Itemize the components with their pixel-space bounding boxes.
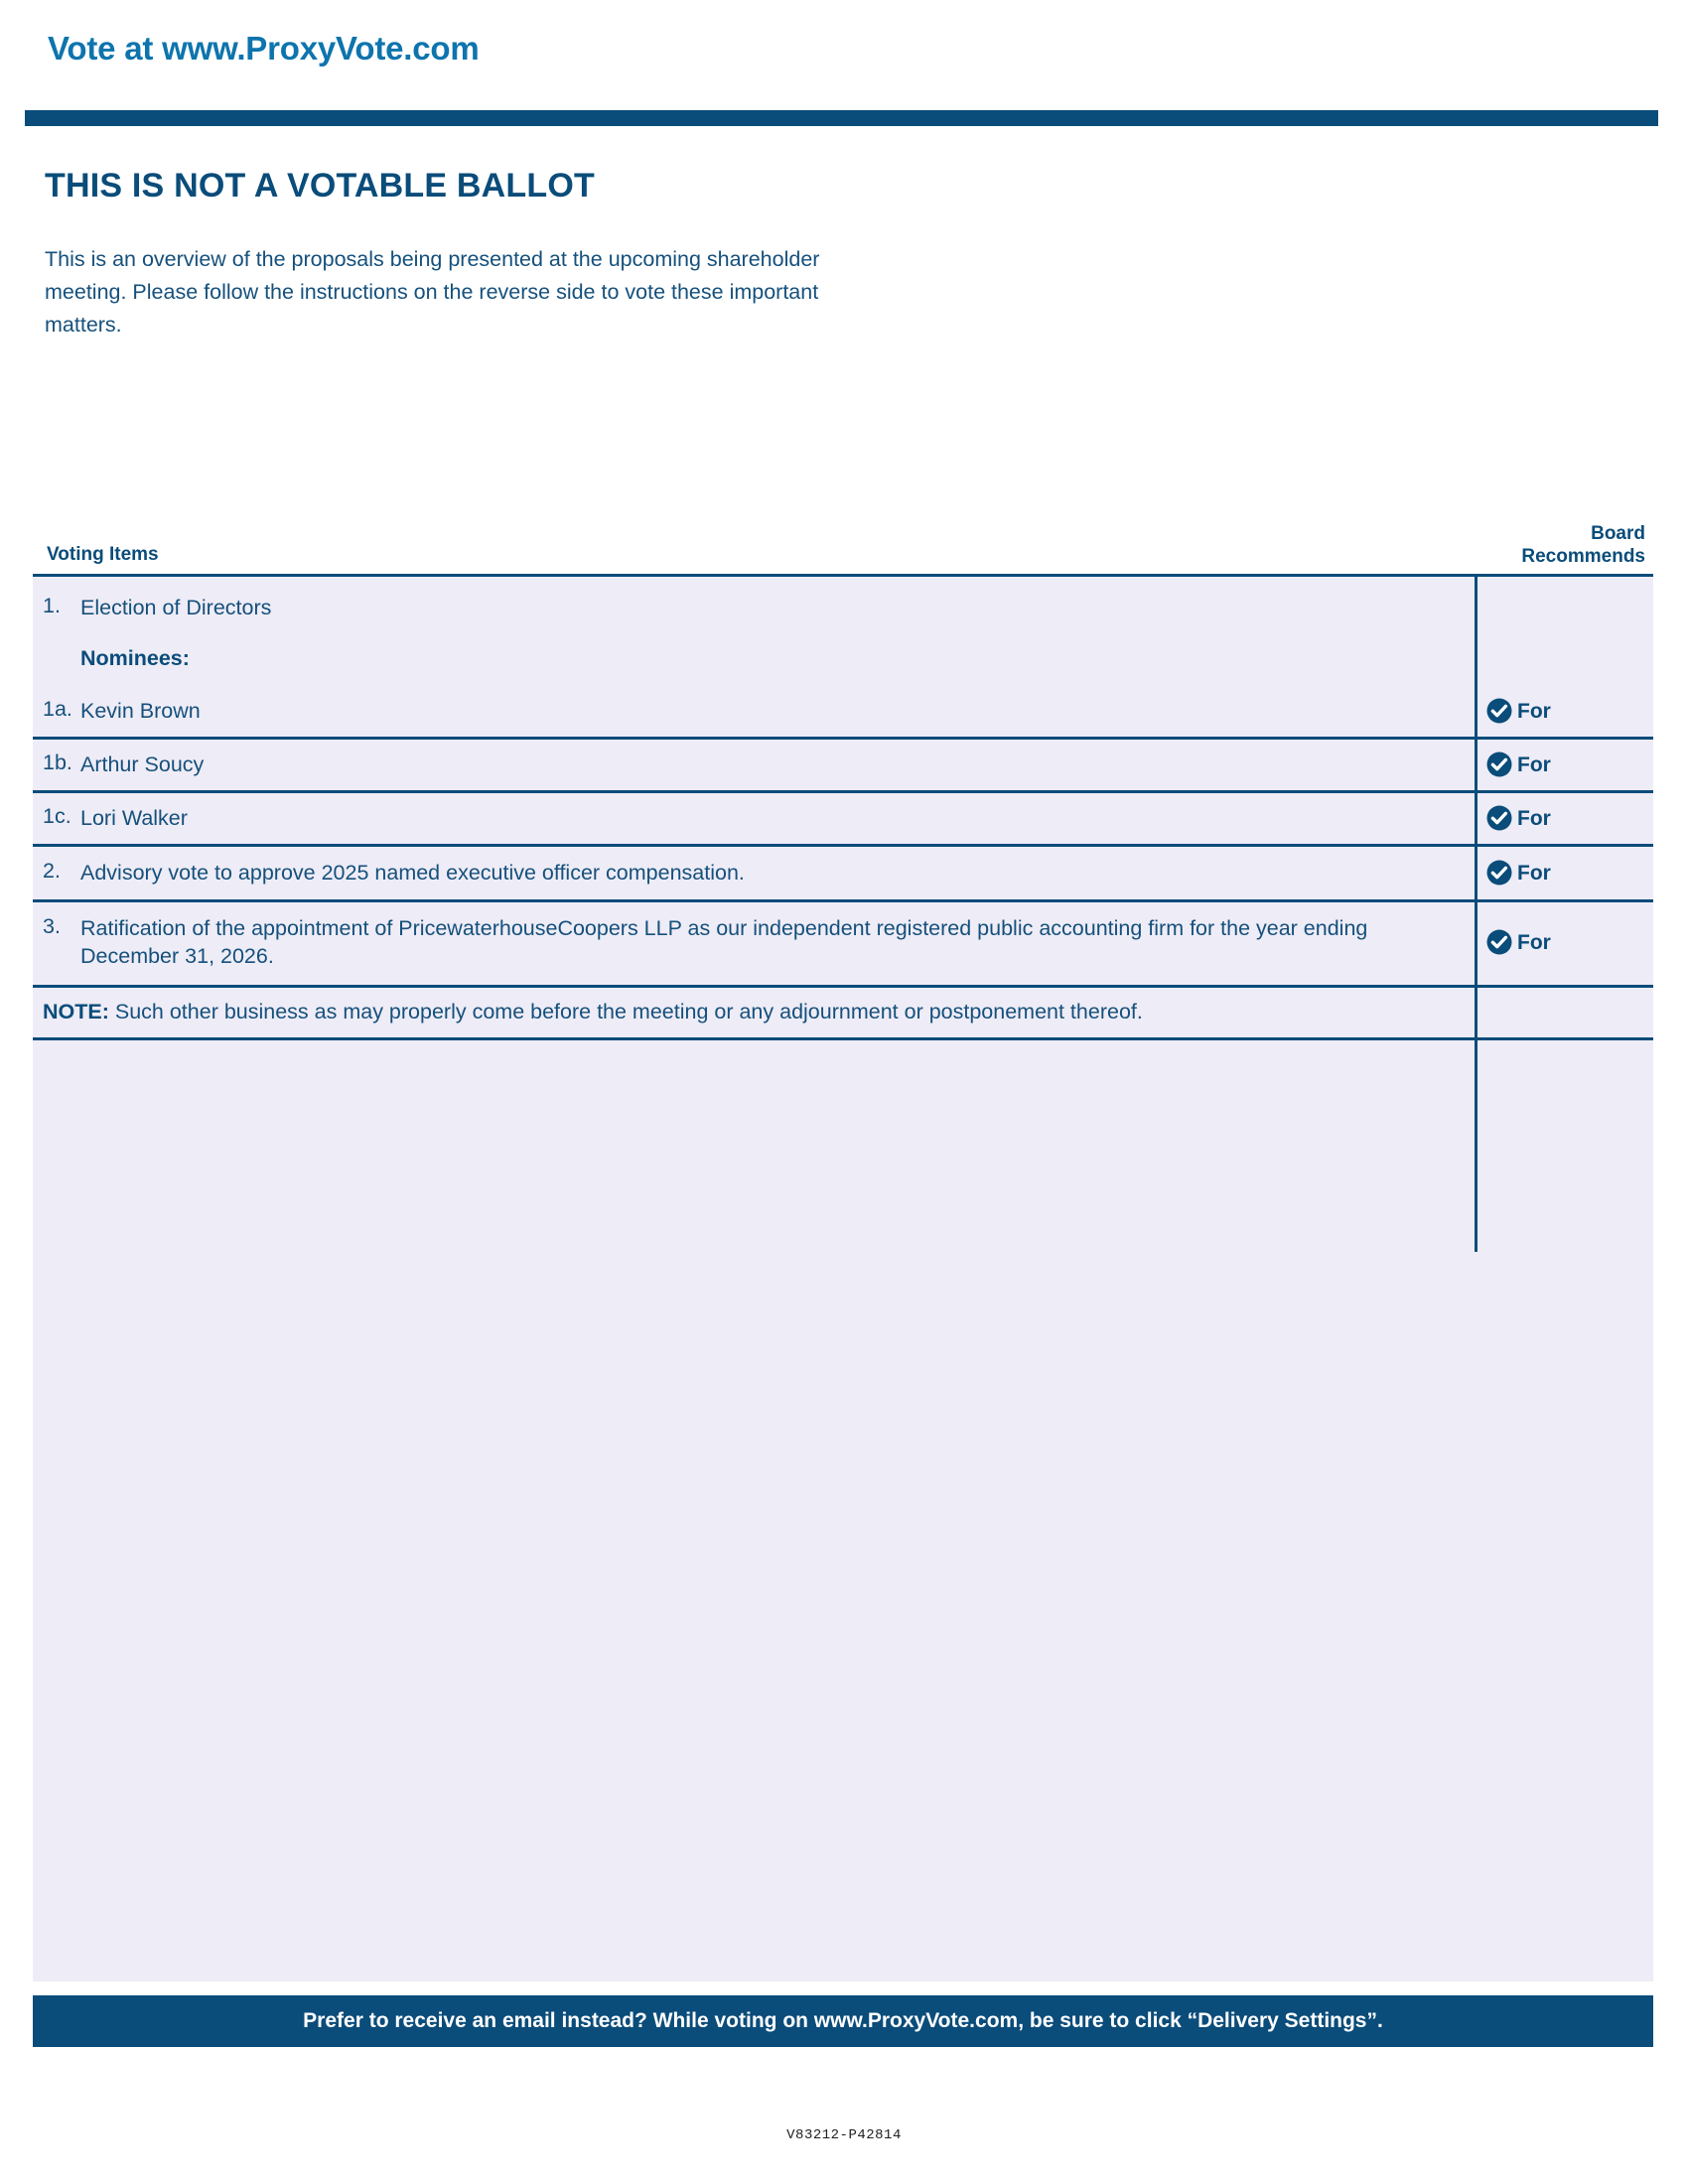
table-row — [33, 577, 1653, 634]
row-number: 1c. — [43, 804, 71, 828]
circle-check-icon — [1486, 805, 1512, 831]
row-label: Arthur Soucy — [80, 752, 205, 776]
column-header-board-recommends — [1521, 522, 1645, 568]
recommendation-text: For — [1517, 752, 1551, 776]
table-row — [33, 790, 1653, 844]
row-number: 2. — [43, 859, 61, 883]
row-recommendation — [1475, 859, 1653, 887]
circle-check-icon — [1486, 929, 1512, 955]
row-label: Kevin Brown — [80, 699, 201, 723]
recommendation-text: For — [1517, 930, 1551, 954]
note-row — [33, 985, 1653, 1040]
row-recommendation — [1475, 751, 1653, 778]
recommendation-text: For — [1517, 861, 1551, 885]
column-header-board-line2: Recommends — [1521, 546, 1645, 567]
column-header-voting-items: Voting Items — [47, 544, 159, 565]
nominees-label: Nominees: — [80, 646, 190, 670]
row-recommendation — [1475, 697, 1653, 725]
table-row — [33, 686, 1653, 737]
row-number: 3. — [43, 914, 61, 938]
row-number — [33, 644, 80, 672]
proxyvote-site-title: Vote at www.ProxyVote.com — [48, 30, 480, 67]
voting-items-panel — [33, 574, 1653, 1981]
row-recommendation — [1475, 594, 1653, 621]
row-number: 1. — [43, 594, 61, 617]
page-title: THIS IS NOT A VOTABLE BALLOT — [45, 167, 595, 205]
table-column-headers — [33, 501, 1653, 574]
row-label: Advisory vote to approve 2025 named executive officer compensation. — [80, 861, 745, 885]
table-row — [33, 899, 1653, 985]
table-row — [33, 737, 1653, 790]
footer-message: Prefer to receive an email instead? While voting on www.ProxyVote.com, be sure to click “Delivery Settings”. — [303, 2009, 1383, 2032]
recommendation-text: For — [1517, 806, 1551, 830]
delivery-settings-footer-bar — [33, 1995, 1653, 2047]
row-label: Lori Walker — [80, 806, 188, 830]
voting-items-table — [33, 501, 1653, 1981]
circle-check-icon — [1486, 860, 1512, 886]
table-row — [33, 844, 1653, 899]
row-recommendation — [1475, 804, 1653, 832]
document-control-code: V83212-P42814 — [786, 2127, 902, 2143]
table-row — [33, 634, 1653, 686]
note-label: NOTE: — [43, 1000, 109, 1024]
header-divider-rule — [25, 110, 1658, 126]
row-recommendation — [1475, 644, 1653, 672]
column-header-board-line1: Board — [1591, 523, 1645, 544]
recommendation-text: For — [1517, 699, 1551, 723]
circle-check-icon — [1486, 698, 1512, 724]
row-number: 1a. — [43, 697, 72, 721]
row-number: 1b. — [43, 751, 72, 774]
intro-paragraph: This is an overview of the proposals being presented at the upcoming shareholder meeting. Please follow the instructions on the reverse side to vote these important matters. — [45, 247, 820, 337]
row-label: Ratification of the appointment of PricewaterhouseCoopers LLP as our independent registered public accounting firm for the year ending December 31, 2026. — [80, 916, 1368, 968]
row-label: Election of Directors — [80, 596, 272, 619]
note-text: Such other business as may properly come before the meeting or any adjournment or postponement thereof. — [114, 1000, 1143, 1024]
circle-check-icon — [1486, 751, 1512, 777]
row-recommendation — [1475, 914, 1653, 970]
